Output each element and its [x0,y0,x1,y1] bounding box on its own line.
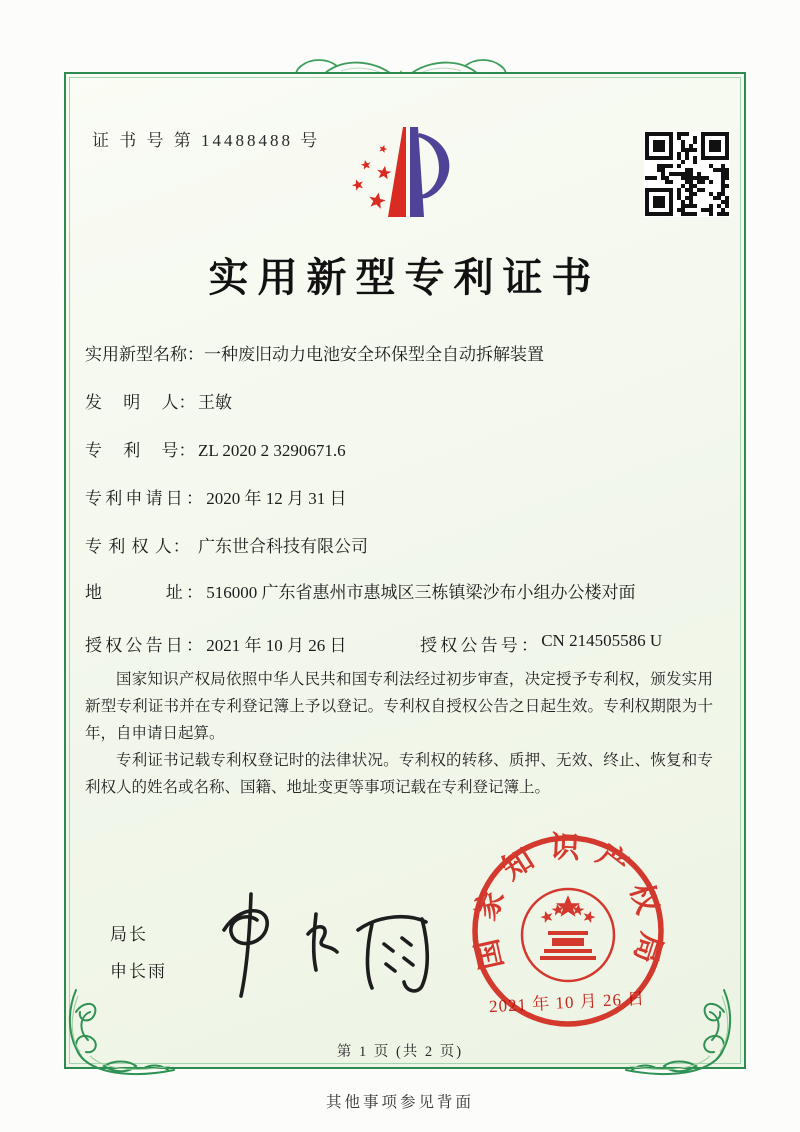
field-row-filing-date [85,487,717,511]
field-label: 授权公告日： [85,636,207,655]
field-value: 2021 年 10 月 26 日 [206,636,347,655]
field-value: 516000 广东省惠州市惠城区三栋镇梁沙布小组办公楼对面 [206,583,636,602]
field-row-inventor [85,391,717,415]
field-label: 专利申请日： [85,489,207,508]
field-value: CN 214505586 U [541,631,663,650]
legal-paragraph-2: 专利证书记载专利权登记时的法律状况。专利权的转移、质押、无效、终止、恢复和专利权人的姓名或名称、国籍、地址变更等事项记载在专利登记簿上。 [85,752,713,796]
field-value: 一种废旧动力电池安全环保型全自动拆解装置 [204,345,544,364]
field-label: 发 明 人： [85,393,196,412]
field-row-patent-number [85,439,717,463]
legal-paragraph-1: 国家知识产权局依照中华人民共和国专利法经过初步审查，决定授予专利权，颁发实用新型专利证书并在专利登记簿上予以登记。专利权自授权公告之日起生效。专利权期限为十年，自申请日起算。 [85,671,713,742]
commissioner-name: 申长雨 [110,962,167,981]
seal-date: 2021 年 10 月 26 日 [488,988,646,1017]
field-label: 专 利 权 人： [85,537,191,556]
certificate-title: 实用新型专利证书 [208,255,601,300]
field-row-grant-number [420,631,662,656]
legal-text [85,666,713,801]
field-label: 地 址： [85,583,207,602]
field-label: 专 利 号： [85,441,196,460]
handwritten-signature-icon [196,886,436,1004]
field-value: ZL 2020 2 3290671.6 [198,441,346,460]
field-row-patentee [85,535,717,559]
qr-code-icon [644,131,730,217]
field-value: 王敏 [198,393,232,412]
certificate-number: 证 书 号 第 14488488 号 [92,131,321,150]
field-row-address [85,581,717,605]
field-value: 广东世合科技有限公司 [198,537,368,556]
field-row-name [85,343,717,367]
field-row-grant-date [85,631,346,656]
page-number: 第 1 页 (共 2 页) [336,1044,464,1060]
field-label: 实用新型名称： [85,345,204,364]
field-label: 授权公告号： [420,636,542,655]
back-side-note: 其他事项参见背面 [325,1094,474,1111]
seal-ring-text: 国家知识产权局 [468,831,668,981]
field-value: 2020 年 12 月 31 日 [206,489,347,508]
cnipa-logo-icon [333,120,477,236]
commissioner-title: 局长 [110,925,148,944]
